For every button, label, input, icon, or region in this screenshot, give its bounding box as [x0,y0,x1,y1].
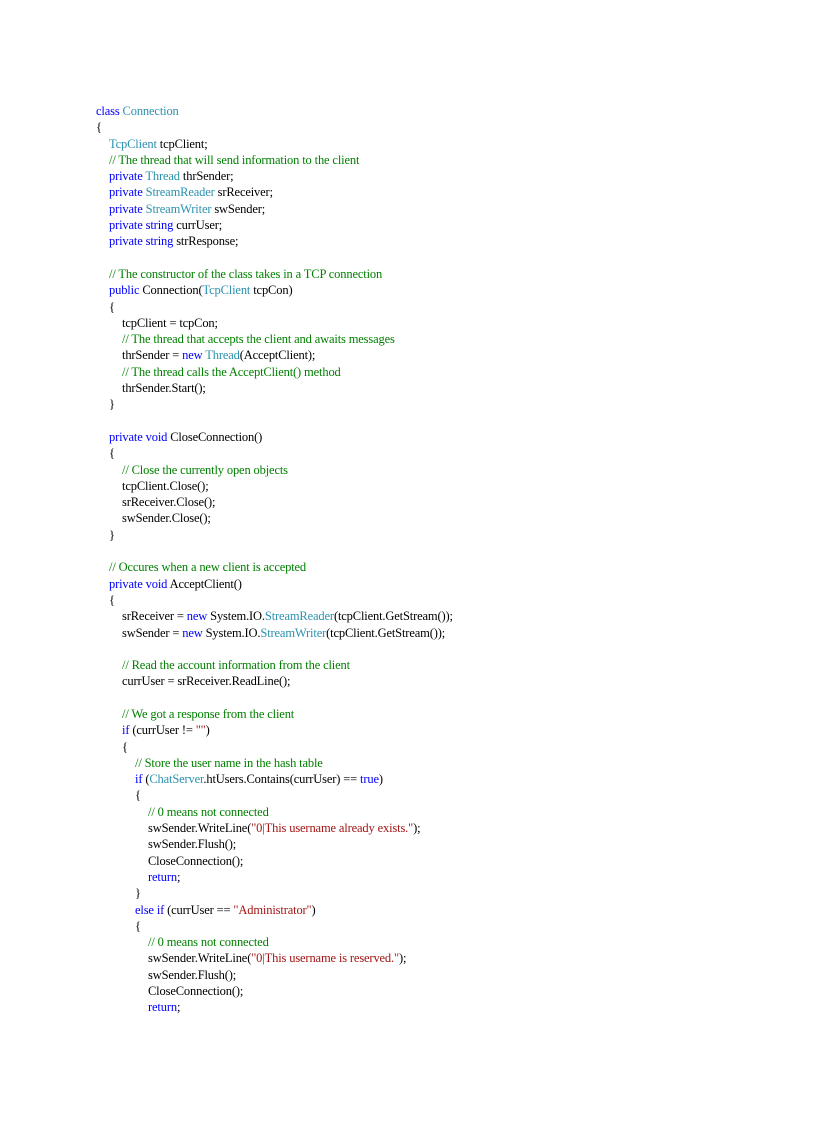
code-token: if [122,723,133,738]
code-line [96,673,786,689]
code-line [96,706,786,722]
code-token: return [148,1000,177,1015]
code-line [96,168,786,184]
code-line [96,396,786,412]
code-line [96,787,786,803]
code-token: ); [413,821,421,836]
code-line [96,364,786,380]
code-token: // The thread that accepts the client and awaits messages [122,332,395,347]
code-token: swSender.Close(); [122,511,211,526]
code-line [96,136,786,152]
code-token: thrSender.Start(); [122,381,206,396]
code-line [96,445,786,461]
blank-line [96,250,786,266]
code-token: "0|This username already exists." [251,821,414,836]
code-line [96,722,786,738]
code-token: ChatServer [149,772,204,787]
code-token: ; [176,1000,181,1015]
code-token: StreamReader [145,185,218,200]
code-token: TcpClient [202,283,254,298]
blank-line [96,543,786,559]
code-token: tcpCon) [253,283,293,298]
code-token: ; [176,869,181,884]
code-line [96,739,786,755]
code-token: private [109,576,146,591]
code-token: CloseConnection() [170,429,263,444]
code-line [96,853,786,869]
code-token: "" [195,723,206,738]
code-line [96,592,786,608]
code-token: private [109,234,146,249]
code-token: // The thread calls the AcceptClient() method [122,364,341,379]
code-token: (currUser == [167,902,234,917]
code-token: { [96,120,102,135]
code-line [96,625,786,641]
blank-line [96,413,786,429]
code-token: ) [205,723,210,738]
code-token: { [109,592,115,607]
code-token: ); [398,951,407,966]
code-token: class [96,104,123,118]
code-token: StreamWriter [260,625,327,640]
code-token: { [135,918,141,933]
code-token: Connection( [142,283,203,298]
code-line [96,429,786,445]
code-token: tcpClient.Close(); [122,478,209,493]
code-line [96,217,786,233]
code-line [96,608,786,624]
code-token: srReceiver; [217,185,273,200]
code-token: ) [378,772,383,787]
code-line [96,184,786,200]
code-listing [96,103,786,1016]
code-token: ) [311,902,316,917]
code-token: private [109,169,146,184]
code-token: return [148,869,177,884]
code-line [96,282,786,298]
code-token: CloseConnection(); [148,853,244,868]
code-line [96,527,786,543]
code-token: swSender = [122,625,183,640]
code-line [96,869,786,885]
code-line [96,119,786,135]
code-token: // The thread that will send information to the client [109,152,360,167]
code-token: true [360,772,379,787]
code-line [96,657,786,673]
code-token: { [135,788,141,803]
code-line [96,836,786,852]
code-token: // Read the account information from the client [122,658,350,673]
code-token: } [135,886,141,901]
code-line [96,299,786,315]
code-token: swSender; [214,201,266,216]
code-token: TcpClient [109,136,160,151]
code-line [96,771,786,787]
code-line [96,494,786,510]
code-line [96,902,786,918]
code-token: srReceiver.Close(); [122,495,216,510]
code-token: void [145,429,171,444]
code-token: .htUsers.Contains(currUser) == [203,772,361,787]
code-token: } [109,527,115,542]
code-token: Thread [205,348,240,363]
code-token: thrSender; [182,169,234,184]
code-token: string [145,218,177,233]
code-token: else [135,902,157,917]
code-line [96,510,786,526]
code-token: private [109,218,146,233]
code-token: (tcpClient.GetStream()); [333,609,453,624]
code-token: currUser = srReceiver.ReadLine(); [122,674,291,689]
code-token: { [109,299,115,314]
code-token: new [186,609,211,624]
code-token: string [145,234,177,249]
code-token: Thread [145,169,183,184]
code-token: Connection [122,104,179,118]
code-line [96,347,786,363]
code-line [96,478,786,494]
code-token: "0|This username is reserved." [251,951,399,966]
code-line [96,918,786,934]
code-token: private [109,185,146,200]
code-line [96,967,786,983]
code-token: public [109,283,143,298]
code-token: "Administrator" [233,902,312,917]
code-line [96,462,786,478]
code-token: void [145,576,170,591]
code-token: currUser; [176,218,223,233]
code-token: (tcpClient.GetStream()); [326,625,446,640]
code-token: new [182,348,206,363]
code-line [96,201,786,217]
code-token: (AcceptClient); [239,348,316,363]
code-token: new [182,625,206,640]
code-line [96,983,786,999]
code-token: // 0 means not connected [148,804,269,819]
code-line [96,885,786,901]
code-token: swSender.Flush(); [148,967,237,982]
code-token: AcceptClient() [169,576,242,591]
code-token: tcpClient; [159,136,208,151]
code-token: private [109,429,146,444]
code-token: { [109,446,115,461]
code-token: private [109,201,146,216]
code-token: { [122,739,128,754]
code-token: swSender.WriteLine( [148,821,252,836]
code-token: System.IO. [205,625,261,640]
code-token: CloseConnection(); [148,984,244,999]
code-line [96,152,786,168]
code-line [96,103,786,119]
code-line [96,576,786,592]
code-token: // Occures when a new client is accepted [109,560,307,575]
code-token: thrSender = [122,348,183,363]
code-line [96,559,786,575]
code-line [96,999,786,1015]
code-token: StreamReader [264,609,334,624]
blank-line [96,641,786,657]
code-token: // Close the currently open objects [122,462,288,477]
code-token: StreamWriter [145,201,215,216]
code-token: // The constructor of the class takes in a TCP connection [109,266,383,281]
code-line [96,755,786,771]
code-line [96,950,786,966]
code-line [96,380,786,396]
code-token: if [156,902,168,917]
code-token: (currUser != [132,723,196,738]
code-line [96,233,786,249]
code-token: // Store the user name in the hash table [135,755,323,770]
code-token: strResponse; [176,234,239,249]
code-token: // We got a response from the client [122,706,295,721]
blank-line [96,690,786,706]
code-token: srReceiver = [122,609,187,624]
code-token: // 0 means not connected [148,935,269,950]
code-token: swSender.Flush(); [148,837,237,852]
code-line [96,934,786,950]
code-token: swSender.WriteLine( [148,951,252,966]
code-token: ( [145,772,150,787]
code-line [96,820,786,836]
code-token: System.IO. [210,609,265,624]
code-line [96,266,786,282]
code-token: tcpClient = tcpCon; [122,315,218,330]
code-token: if [135,772,146,787]
code-token: } [109,397,115,412]
code-line [96,804,786,820]
code-line [96,331,786,347]
code-line [96,315,786,331]
